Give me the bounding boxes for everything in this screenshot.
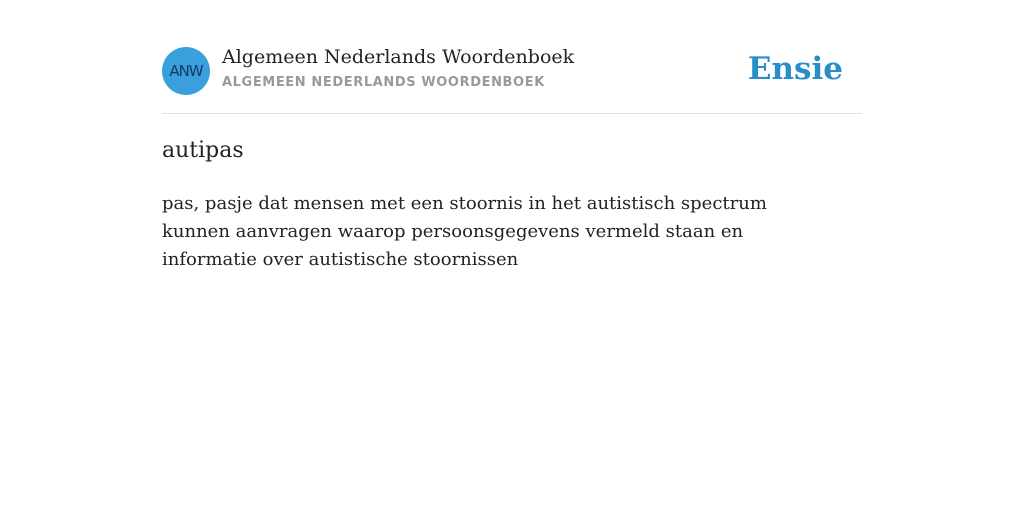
entry-card xyxy=(162,0,862,512)
header-divider xyxy=(162,113,862,114)
ensie-logo[interactable]: Ensie xyxy=(747,51,843,87)
source-header xyxy=(162,44,862,98)
source-title[interactable]: Algemeen Nederlands Woordenboek xyxy=(222,46,575,68)
entry-word: autipas xyxy=(162,138,244,163)
logo-text: ANW xyxy=(169,62,203,80)
anw-logo[interactable] xyxy=(162,47,210,95)
entry-definition: pas, pasje dat mensen met een stoornis in het autistisch spectrum kunnen aanvragen waarop persoonsgegevens vermeld staan en informatie over autistische stoornissen xyxy=(162,193,767,270)
source-subtitle: ALGEMEEN NEDERLANDS WOORDENBOEK xyxy=(222,75,545,90)
